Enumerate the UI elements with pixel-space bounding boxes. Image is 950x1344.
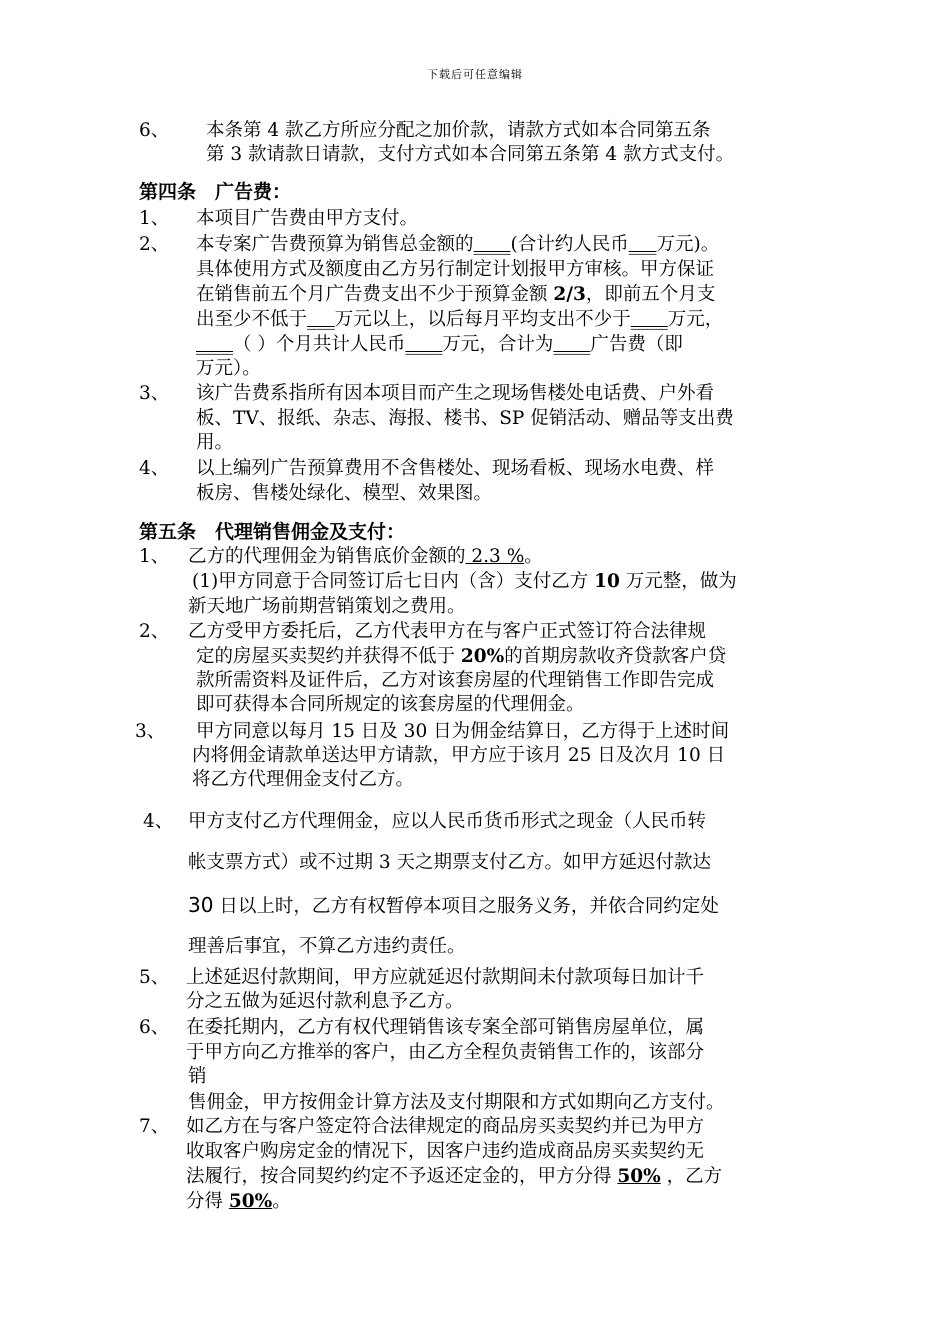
item-number: 1、 [139, 546, 170, 567]
text: 日以上时，乙方有权暂停本项目之服务义务，并依合同约定处 [213, 896, 719, 917]
item-number: 3、 [139, 383, 170, 404]
text: 万元， [667, 309, 724, 330]
item-number: 1、 [139, 208, 170, 229]
text: 乙方的代理佣金为销售底价金额的 [188, 546, 466, 567]
blank-field: ____ [473, 234, 511, 255]
item-number: 7、 [139, 1116, 170, 1137]
text: 万元以上，以后每月平均支出不少于 [334, 309, 631, 330]
text: 出至少不低于 [196, 309, 308, 330]
body-line: 甲方同意以每月 15 日及 30 日为佣金结算日，乙方得于上述时间 [196, 721, 730, 742]
fraction: 2/3 [553, 284, 586, 305]
text: 分得 [186, 1191, 229, 1212]
body-line [192, 570, 737, 594]
body-line: 帐支票方式）或不过期 3 天之期票支付乙方。如甲方延迟付款达 [188, 852, 712, 873]
body-line: 第 3 款请款日请款，支付方式如本合同第五条第 4 款方式支付。 [206, 144, 735, 165]
body-line: 板房、售楼处绿化、模型、效果图。 [196, 483, 493, 504]
text: 万元整，做为 [619, 571, 737, 592]
body-line: 该广告费系指所有因本项目而产生之现场售楼处电话费、户外看 [196, 383, 715, 404]
body-line: 本项目广告费由甲方支付。 [196, 208, 419, 229]
body-line: 款所需资料及证件后，乙方对该套房屋的代理销售工作即告完成 [196, 670, 715, 691]
body-line: 销 [188, 1066, 207, 1087]
body-line [186, 1190, 291, 1214]
body-line [186, 1165, 722, 1189]
blank-field: ___ [307, 309, 335, 330]
percent: 20% [460, 646, 505, 667]
item-number: 2、 [139, 621, 170, 642]
body-line: 新天地广场前期营销策划之费用。 [188, 596, 466, 617]
body-line: 收取客户购房定金的情况下，因客户违约造成商品房买卖契约无 [186, 1141, 705, 1162]
body-line [196, 233, 719, 257]
body-line: 具体使用方式及额度由乙方另行制定计划报甲方审核。甲方保证 [196, 259, 715, 280]
body-line: 如乙方在与客户签定符合法律规定的商品房买卖契约并已为甲方 [186, 1116, 705, 1137]
text: 。 [524, 546, 543, 567]
text: 在销售前五个月广告费支出不少于预算金额 [196, 284, 554, 305]
blank-field: ____ [405, 334, 443, 355]
body-line: 分之五做为延迟付款利息予乙方。 [186, 991, 464, 1012]
text: 。 [272, 1191, 291, 1212]
blank-field: ____ [630, 309, 668, 330]
body-line: 即可获得本合同所规定的该套房屋的代理佣金。 [196, 694, 585, 715]
body-line: 甲方支付乙方代理佣金，应以人民币货币形式之现金（人民币转 [188, 811, 707, 832]
body-line: 将乙方代理佣金支付乙方。 [192, 769, 415, 790]
item-number: 3、 [135, 721, 166, 742]
blank-field: ___ [628, 234, 657, 255]
blank-field: ____ [553, 334, 591, 355]
body-line: 在委托期内，乙方有权代理销售该专案全部可销售房屋单位，属 [186, 1017, 705, 1038]
body-line: 上述延迟付款期间，甲方应就延迟付款期间未付款项每日加计千 [186, 967, 705, 988]
text: 的首期房款收齐贷款客户贷 [504, 646, 727, 667]
body-line: 用。 [196, 432, 234, 453]
article-5-heading: 第五条 代理销售佣金及支付： [139, 521, 406, 543]
item-number: 4、 [139, 458, 170, 479]
percent: 50% [617, 1166, 661, 1187]
body-line: 理善后事宜，不算乙方违约责任。 [188, 936, 466, 957]
body-line [196, 333, 683, 357]
item-number: 2、 [139, 234, 170, 255]
percent: 50% [228, 1191, 273, 1212]
text: (1)甲方同意于合同签订后七日内（含）支付乙方 [192, 571, 595, 592]
text: ，即前五个月支 [585, 284, 716, 305]
text: 广告费（即 [590, 334, 683, 355]
item-number: 6、 [139, 1017, 170, 1038]
text: （ ）个月共计人民币 [233, 334, 406, 355]
commission-rate: 2.3 % [465, 546, 525, 567]
body-line [188, 545, 543, 569]
body-line: 乙方受甲方委托后，乙方代表甲方在与客户正式签订符合法律规 [188, 621, 707, 642]
body-line: 本条第 4 款乙方所应分配之加价款，请款方式如本合同第五条 [206, 120, 711, 141]
body-line [196, 308, 723, 332]
text: 定的房屋买卖契约并获得不低于 [196, 646, 461, 667]
body-line: 内将佣金请款单送达甲方请款，甲方应于该月 25 日及次月 10 日 [192, 745, 726, 766]
page-header: 下载后可任意编辑 [427, 68, 523, 81]
body-line [196, 645, 726, 669]
body-line: 售佣金，甲方按佣金计算方法及支付期限和方式如期向乙方支付。 [188, 1092, 725, 1113]
body-line [188, 893, 719, 919]
body-line: 万元）。 [196, 358, 261, 379]
text: 万元)。 [656, 234, 720, 255]
number: 30 [188, 893, 214, 917]
body-line: 以上编列广告预算费用不含售楼处、现场看板、现场水电费、样 [196, 458, 715, 479]
item-number: 4、 [143, 811, 174, 832]
text: 法履行，按合同契约约定不予返还定金的，甲方分得 [186, 1166, 618, 1187]
article-4-heading: 第四条 广告费： [139, 181, 292, 203]
text: 万元，合计为 [442, 334, 554, 355]
text: (合计约人民币 [510, 234, 629, 255]
body-line [196, 283, 715, 307]
blank-field: ____ [196, 334, 233, 355]
item-number: 6、 [139, 120, 170, 141]
text: ，乙方 [660, 1166, 723, 1187]
amount: 10 [594, 571, 620, 592]
text: 本专案广告费预算为销售总金额的 [196, 234, 474, 255]
body-line: 板、TV、报纸、杂志、海报、楼书、SP 促销活动、赠品等支出费 [196, 408, 734, 429]
body-line: 于甲方向乙方推举的客户，由乙方全程负责销售工作的，该部分 [186, 1042, 705, 1063]
item-number: 5、 [139, 967, 170, 988]
